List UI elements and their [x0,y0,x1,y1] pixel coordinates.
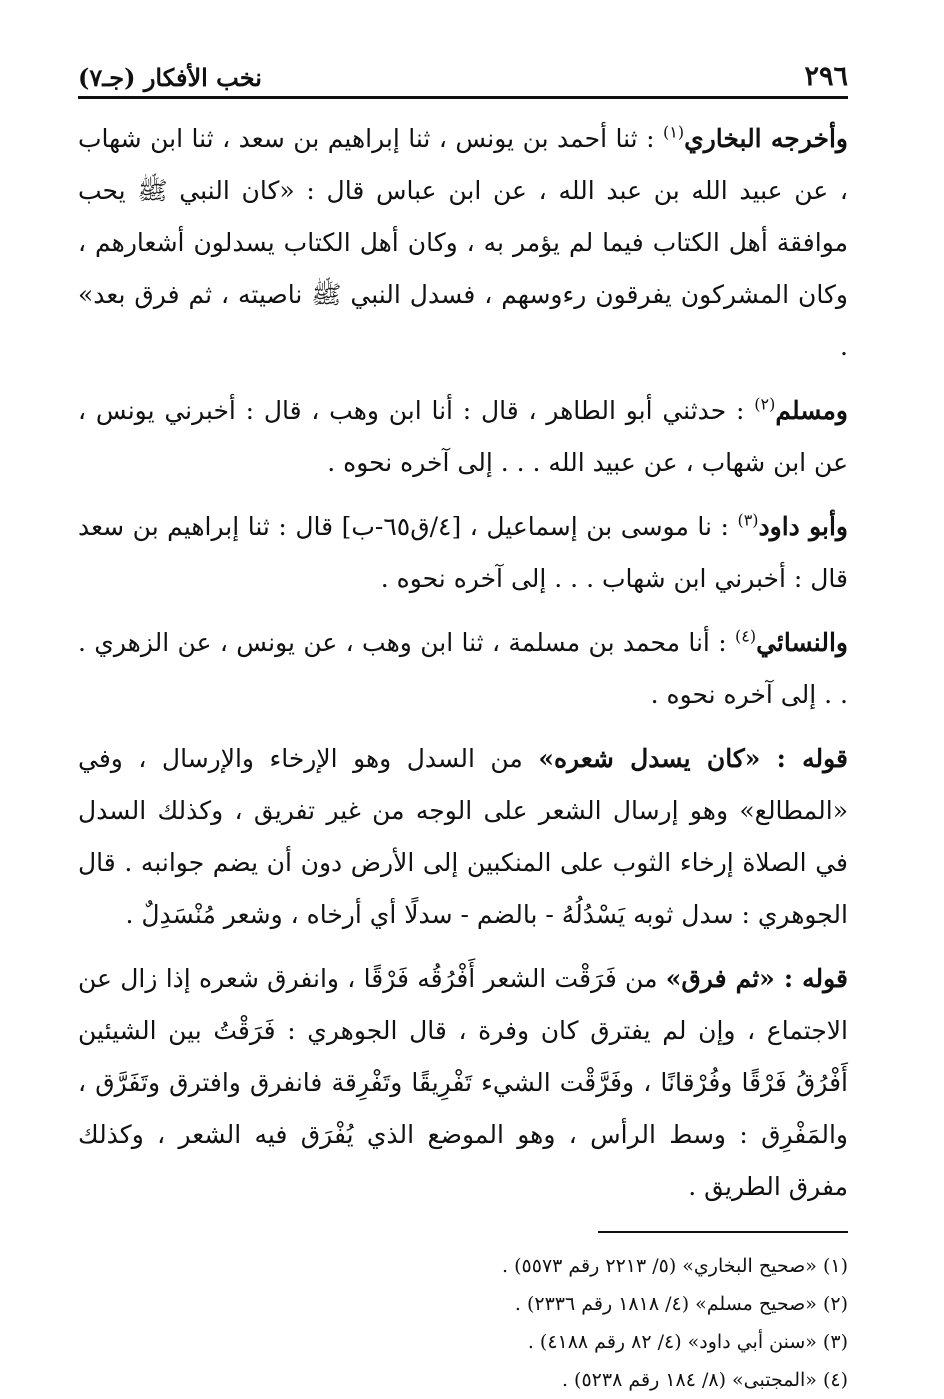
paragraph-lead: قوله : «ثم فرق» [665,964,848,993]
page-header [78,52,848,92]
book-title: نخب الأفكار (جـ٧) [78,63,262,92]
paragraph-text: : حدثني أبو الطاهر ، قال : أنا ابن وهب ، قال : أخبرني يونس ، عن ابن شهاب ، عن عبيد الله . . . إلى آخره نحوه . [78,396,848,477]
paragraph-lead: وأبو داود [758,512,848,541]
paragraph-lead: ومسلم [775,396,848,425]
paragraph-lead: قوله : «كان يسدل شعره» [538,744,848,773]
paragraph-text: : أنا محمد بن مسلمة ، ثنا ابن وهب ، عن يونس ، عن الزهري . . . إلى آخره نحوه . [78,628,848,709]
footnote-marker: (١) [663,122,685,142]
paragraph-text: من السدل وهو الإرخاء والإرسال ، وفي «المطالع» وهو إرسال الشعر على الوجه من غير تفريق ، وكذلك السدل في الصلاة إرخاء الثوب على المنكبين إلى الأرض دون أن يضم جوانبه . قال الجوهري : سدل ثوبه يَسْدُلُهُ - بالضم - سدلًا أي أرخاه ، وشعر مُنْسَدِلٌ . [78,744,848,929]
paragraph-text: : ثنا أحمد بن يونس ، ثنا إبراهيم بن سعد ، ثنا ابن شهاب ، عن عبيد الله بن عبد الله ، عن ابن عباس قال : «كان النبي ﷺ يحب موافقة أهل الكتاب فيما لم يؤمر به ، وكان أهل الكتاب يسدلون أشعارهم ، وكان المشركون يفرقون رءوسهم ، فسدل النبي ﷺ ناصيته ، ثم فرق بعد» . [78,124,848,361]
paragraph [78,113,848,373]
header-rule [78,96,848,99]
footnote: (٣) «سنن أبي داود» (٤/ ٨٢ رقم ٤١٨٨) . [527,1331,848,1353]
paragraph [78,733,848,941]
paragraph [78,953,848,1213]
paragraph-text: من فَرَقْت الشعر أَفْرُقُه فَرْقًا ، وانفرق شعره إذا زال عن الاجتماع ، وإن لم يفترق كان وفرة ، قال الجوهري : فَرَقْتُ بين الشيئين أَفْرُقُ فَرْقًا وفُرْقانًا ، وفَرَّقْت الشيء تَفْرِيقًا وتَفْرِقة فانفرق وافترق وتَفَرَّق ، والمَفْرِق : وسط الرأس ، وهو الموضع الذي يُفْرَق فيه الشعر ، وكذلك مفرق الطريق . [78,964,848,1201]
paragraph-lead: والنسائي [756,628,848,657]
page-number: ٢٩٦ [804,61,848,92]
footnote-separator [598,1231,848,1233]
paragraph-lead: وأخرجه البخاري [684,124,848,153]
paragraph [78,501,848,605]
footnote-marker: (٣) [737,510,759,530]
footnotes [78,1247,848,1399]
paragraph [78,385,848,489]
footnote: (٢) «صحيح مسلم» (٤/ ١٨١٨ رقم ٢٣٣٦) . [514,1293,848,1315]
footnote: (١) «صحيح البخاري» (٥/ ٢٢١٣ رقم ٥٥٧٣) . [502,1255,848,1277]
main-text [78,113,848,1213]
page [78,52,848,1399]
footnote: (٤) «المجتبى» (٨/ ١٨٤ رقم ٥٢٣٨) . [561,1369,848,1391]
paragraph-text: : نا موسى بن إسماعيل ، [٤/ق٦٥-ب] قال : ثنا إبراهيم بن سعد قال : أخبرني ابن شهاب . . . إلى آخره نحوه . [78,512,848,593]
paragraph [78,617,848,721]
footnote-marker: (٢) [754,394,776,414]
footnote-marker: (٤) [735,626,757,646]
